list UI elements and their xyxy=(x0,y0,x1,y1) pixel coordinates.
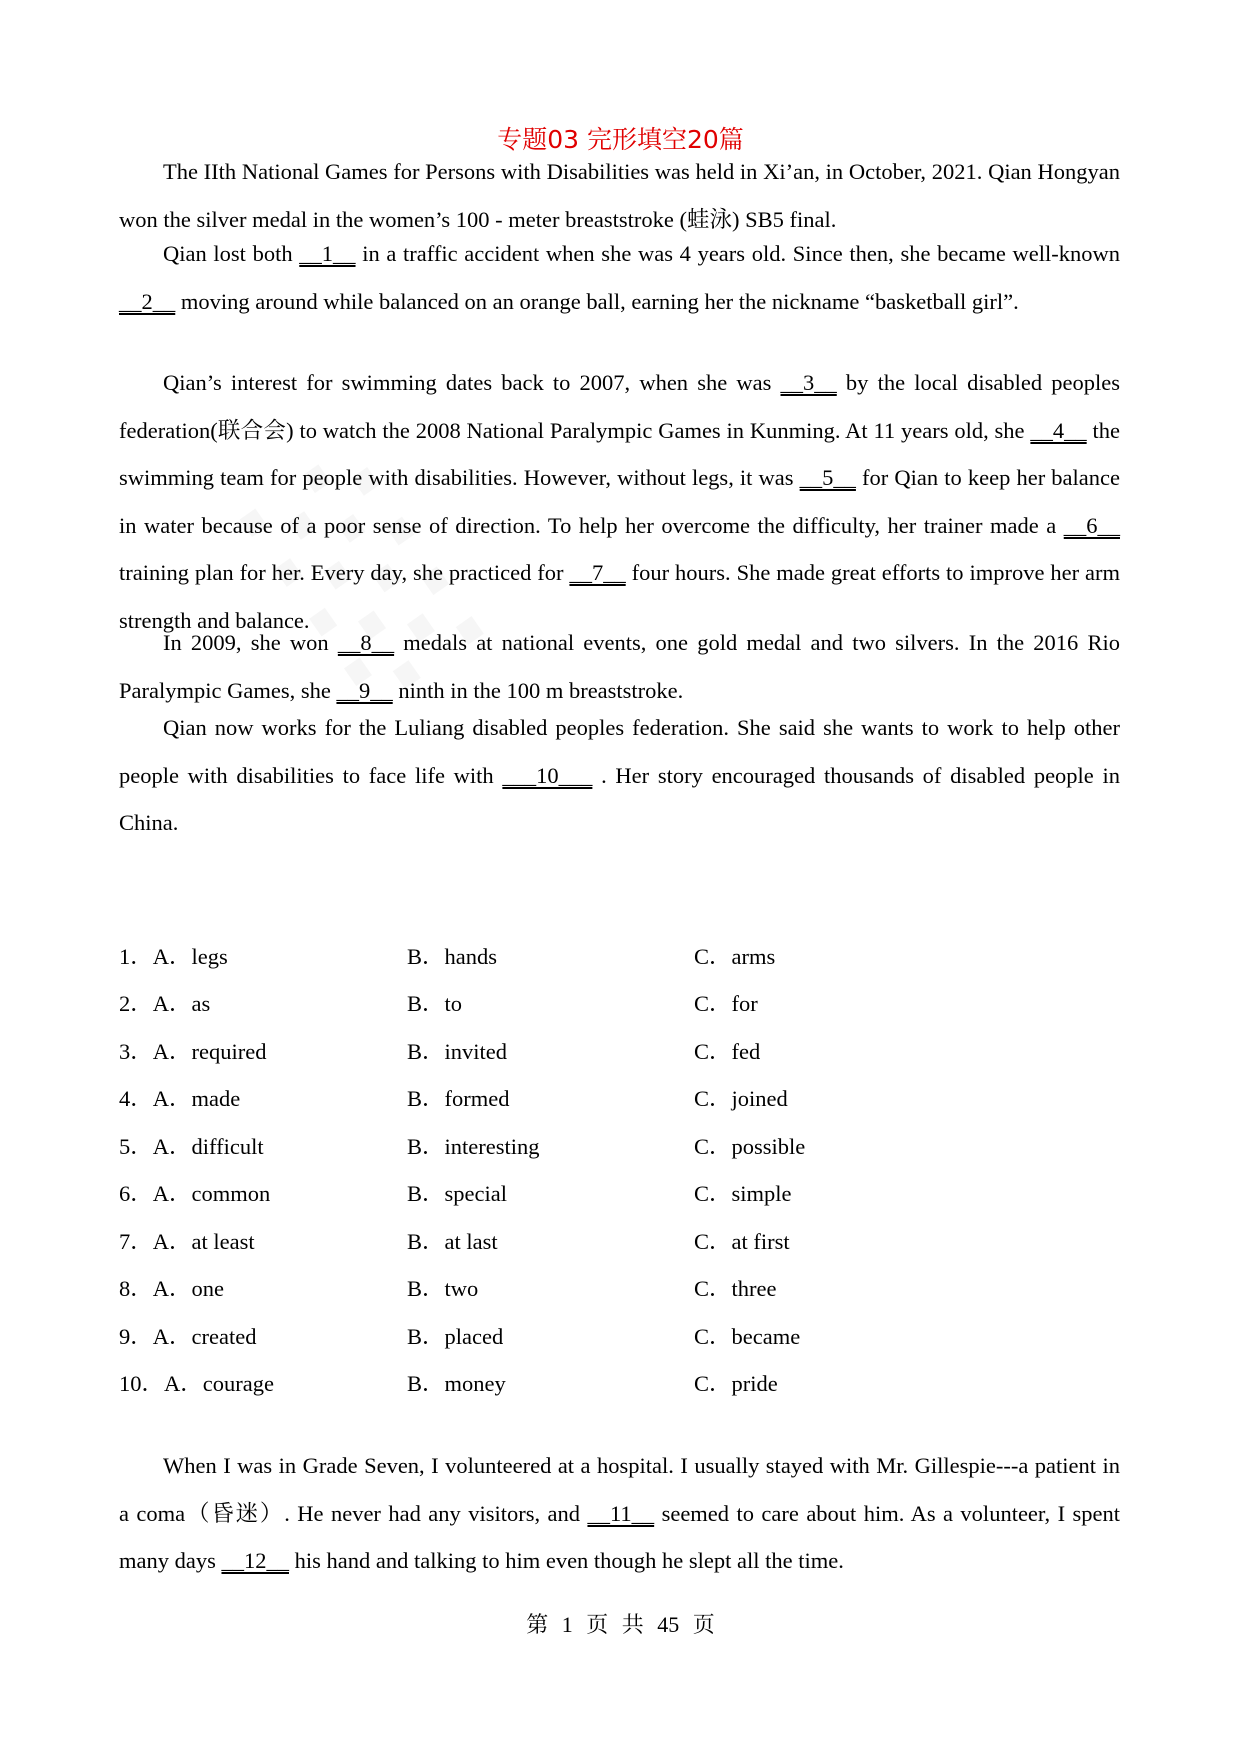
option-row-1 xyxy=(119,942,1120,972)
option-a: 10．A．courage xyxy=(119,1371,274,1396)
option-c: C．joined xyxy=(694,1086,788,1111)
blank-8: __8__ xyxy=(337,630,395,655)
footer-text: 页 xyxy=(692,1612,715,1637)
option-a: 1．A．legs xyxy=(119,944,228,969)
blank-1: __1__ xyxy=(299,241,356,266)
blank-2: __2__ xyxy=(119,288,176,314)
passage-text: by the local disabled peoples federation(联合会) to watch the 2008 National Paralympic Games in Kunming. At 11 years old, she xyxy=(119,370,1120,443)
blank-7: __7__ xyxy=(569,560,626,585)
passage-text: Qian’s interest for swimming dates back to 2007, when she was xyxy=(163,370,781,395)
passage-text: seemed to care about him. As a volunteer, I spent many days xyxy=(119,1500,1120,1573)
blank-11: __11__ xyxy=(587,1500,655,1526)
passage1-paragraph-2 xyxy=(119,230,1120,325)
passage-text: . Her story encouraged thousands of disabled people in China. xyxy=(119,762,1120,835)
blank-3: __3__ xyxy=(780,370,837,395)
option-c: C．arms xyxy=(694,944,776,969)
option-c: C．at first xyxy=(694,1229,790,1254)
option-row-4 xyxy=(119,1084,1120,1114)
option-row-6 xyxy=(119,1179,1120,1209)
passage1-paragraph-5 xyxy=(119,704,1120,847)
passage-text: in a traffic accident when she was 4 years old. Since then, she became well-known xyxy=(355,241,1120,266)
passage-text: four hours. She made great efforts to improve her arm strength and balance. xyxy=(119,560,1120,633)
option-b: B．money xyxy=(407,1371,506,1396)
passage1-paragraph-1 xyxy=(119,148,1120,243)
option-a: 2．A．as xyxy=(119,991,211,1016)
blank-9: __9__ xyxy=(336,677,393,703)
passage-text: In 2009, she won xyxy=(163,630,338,655)
option-b: B．two xyxy=(407,1276,479,1301)
option-row-9 xyxy=(119,1322,1120,1352)
passage1-paragraph-4 xyxy=(119,619,1120,714)
option-a: 5．A．difficult xyxy=(119,1134,264,1159)
blank-12: __12__ xyxy=(221,1548,289,1573)
option-c: C．for xyxy=(694,991,758,1016)
option-row-10 xyxy=(119,1369,1120,1399)
option-row-8 xyxy=(119,1274,1120,1304)
passage-text: medals at national events, one gold medal and two silvers. In the 2016 Rio Paralympic Games, she xyxy=(119,630,1120,703)
option-b: B．at last xyxy=(407,1229,498,1254)
option-c: C．fed xyxy=(694,1039,761,1064)
option-a: 8．A．one xyxy=(119,1276,224,1301)
blank-4: __4__ xyxy=(1030,417,1087,443)
passage2-paragraph-1 xyxy=(119,1442,1120,1585)
passage-text: ninth in the 100 m breaststroke. xyxy=(392,677,684,703)
passage-text: Qian now works for the Luliang disabled peoples federation. She said she wants to work to help other people with disabilities to face life with xyxy=(119,715,1120,788)
footer-text: 第 xyxy=(526,1612,549,1637)
footer-text: 共 xyxy=(621,1612,644,1637)
passage1-paragraph-3 xyxy=(119,359,1120,644)
blank-6: __6__ xyxy=(1063,512,1120,538)
option-c: C．possible xyxy=(694,1134,806,1159)
option-a: 9．A．created xyxy=(119,1324,257,1349)
option-b: B．hands xyxy=(407,944,498,969)
option-row-2 xyxy=(119,989,1120,1019)
option-b: B．formed xyxy=(407,1086,510,1111)
blank-5: __5__ xyxy=(799,465,856,490)
passage-text: the swimming team for people with disabilities. However, without legs, it was xyxy=(119,417,1120,490)
option-b: B．to xyxy=(407,991,463,1016)
option-a: 3．A．required xyxy=(119,1039,267,1064)
passage-text: The IIth National Games for Persons with Disabilities was held in Xi’an, in October, 2021. Qian Hongyan won the silver medal in the women’s 100 - meter breaststroke (蛙泳) SB5 final. xyxy=(119,159,1120,232)
option-row-5 xyxy=(119,1132,1120,1162)
option-c: C．pride xyxy=(694,1371,778,1396)
passage-text: for Qian to keep her balance in water because of a poor sense of direction. To help her overcome the difficulty, her trainer made a xyxy=(119,465,1121,538)
passage-text: moving around while balanced on an orange ball, earning her the nickname “basketball girl”. xyxy=(175,288,1019,314)
option-b: B．interesting xyxy=(407,1134,540,1159)
option-b: B．invited xyxy=(407,1039,507,1064)
passage-text: his hand and talking to him even though he slept all the time. xyxy=(288,1548,844,1573)
option-c: C．three xyxy=(694,1276,777,1301)
footer-text: 页 xyxy=(586,1612,609,1637)
option-c: C．became xyxy=(694,1324,801,1349)
option-a: 7．A．at least xyxy=(119,1229,255,1254)
option-a: 6．A．common xyxy=(119,1181,271,1206)
passage-text: Qian lost both xyxy=(163,241,300,266)
page-footer xyxy=(0,1608,1241,1639)
option-c: C．simple xyxy=(694,1181,792,1206)
option-a: 4．A．made xyxy=(119,1086,241,1111)
page-title: 专题03 完形填空20篇 xyxy=(497,125,744,154)
page-number: 1 xyxy=(561,1612,573,1637)
option-b: B．special xyxy=(407,1181,507,1206)
total-pages: 45 xyxy=(657,1612,680,1637)
passage-text: When I was in Grade Seven, I volunteered at a hospital. I usually stayed with Mr. Gillespie---a patient in a coma（昏迷）. He never had any visitors, and xyxy=(119,1453,1120,1526)
blank-10: ___10___ xyxy=(502,762,593,788)
passage-text: training plan for her. Every day, she practiced for xyxy=(119,560,570,585)
option-row-3 xyxy=(119,1037,1120,1067)
option-row-7 xyxy=(119,1227,1120,1257)
option-b: B．placed xyxy=(407,1324,504,1349)
